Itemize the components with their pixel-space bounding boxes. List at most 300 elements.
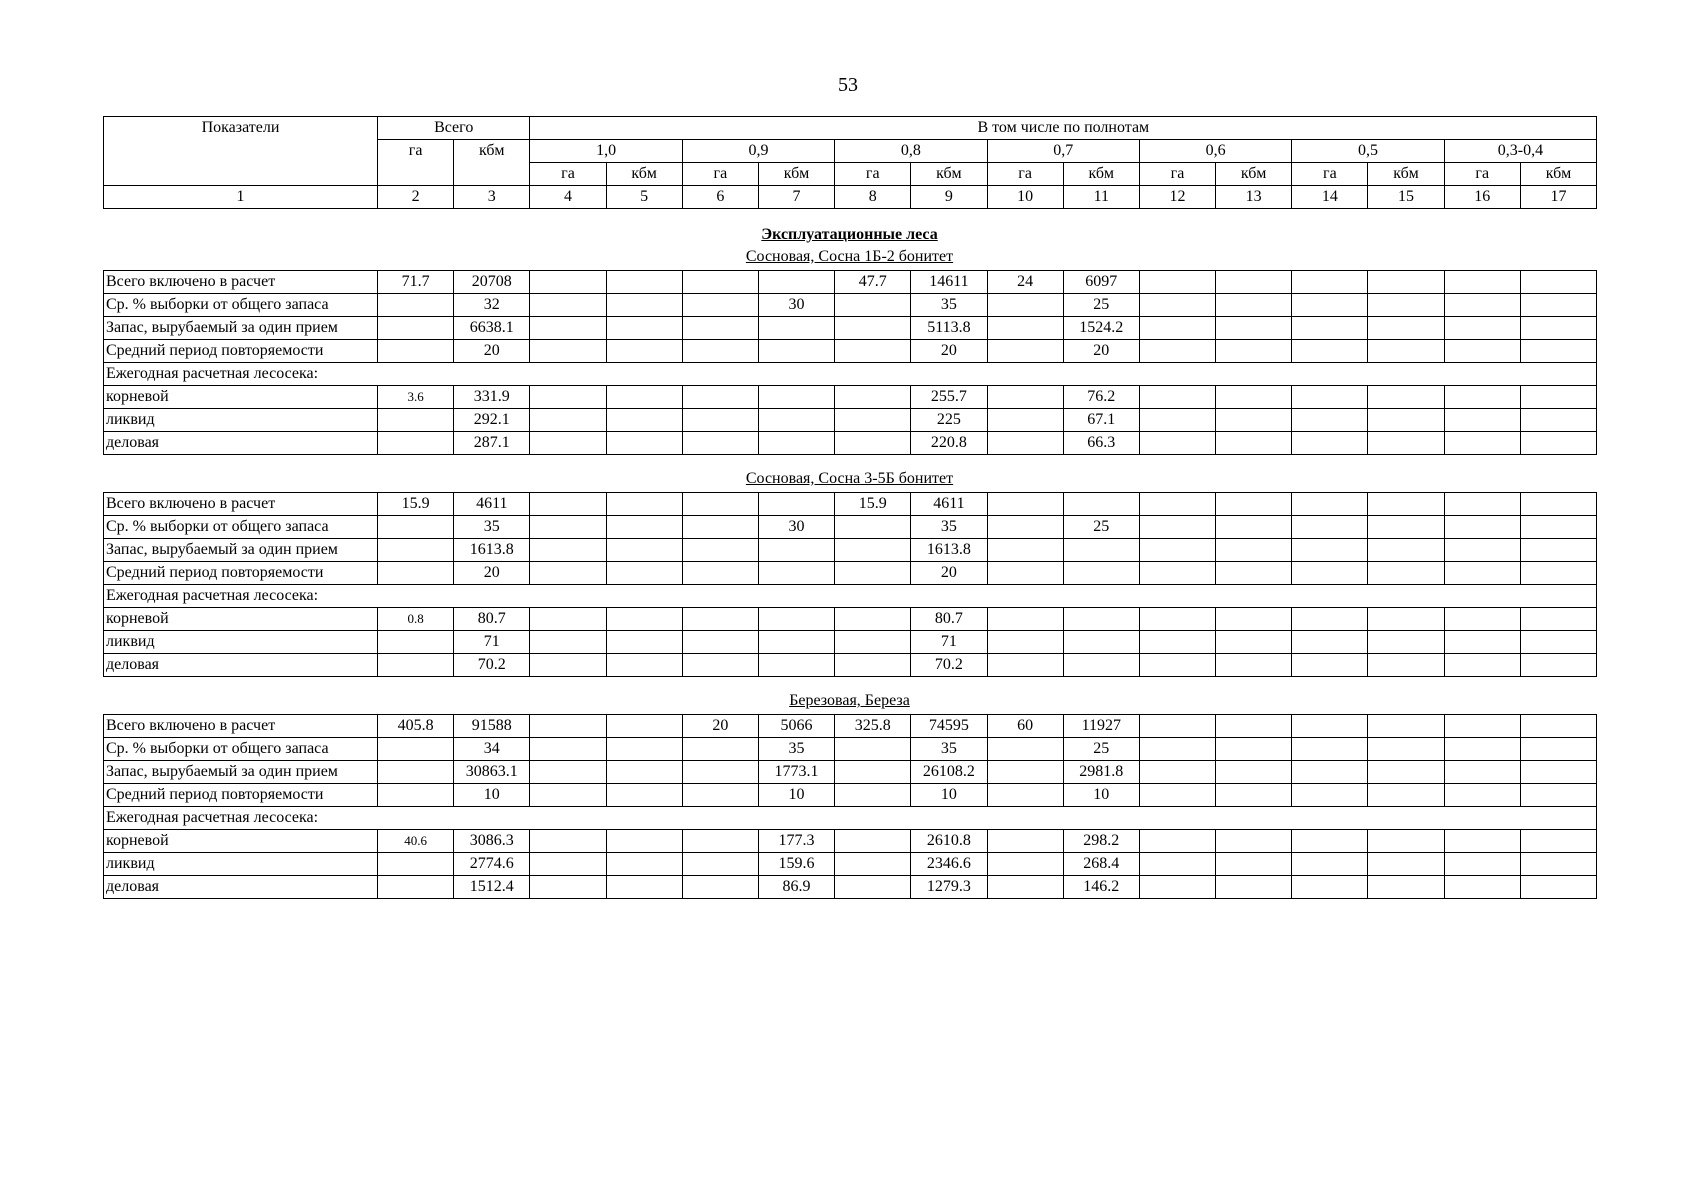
table-row [104, 715, 1597, 738]
table-cell: 20 [454, 340, 530, 363]
row-label: Ежегодная расчетная лесосека: [104, 585, 378, 608]
table-cell [530, 608, 606, 631]
table-cell [1216, 340, 1292, 363]
table-cell [1368, 340, 1444, 363]
table-cell [378, 784, 454, 807]
table-cell [835, 738, 911, 761]
table-cell [1139, 562, 1215, 585]
table-cell [530, 830, 606, 853]
table-cell [606, 294, 682, 317]
table-row [104, 562, 1597, 585]
table-cell [1520, 784, 1596, 807]
table-cell: 268.4 [1063, 853, 1139, 876]
row-label: корневой [104, 830, 378, 853]
table-cell [1368, 631, 1444, 654]
table-cell [1520, 608, 1596, 631]
table-cell [1216, 853, 1292, 876]
table-cell [1368, 386, 1444, 409]
table-cell [1444, 271, 1520, 294]
table-cell [1216, 516, 1292, 539]
table-cell: 80.7 [911, 608, 987, 631]
table-cell [1216, 317, 1292, 340]
table-cell [1444, 539, 1520, 562]
table-cell [835, 784, 911, 807]
table-cell [1520, 654, 1596, 677]
empty-span [378, 363, 1597, 386]
section-table-1 [103, 270, 1597, 455]
table-cell: 80.7 [454, 608, 530, 631]
table-cell [1520, 516, 1596, 539]
table-cell: 20 [911, 340, 987, 363]
header-ha-3: га [835, 163, 911, 186]
table-cell [1520, 539, 1596, 562]
table-cell [1520, 493, 1596, 516]
table-cell [1368, 830, 1444, 853]
row-label: Средний период повторяемости [104, 340, 378, 363]
table-cell [987, 761, 1063, 784]
table-cell [1139, 340, 1215, 363]
table-cell: 1773.1 [758, 761, 834, 784]
table-cell: 6097 [1063, 271, 1139, 294]
table-cell [1216, 715, 1292, 738]
table-cell [1139, 271, 1215, 294]
table-cell [1368, 761, 1444, 784]
table-cell [1444, 715, 1520, 738]
table-cell [530, 516, 606, 539]
table-cell [378, 317, 454, 340]
table-cell [758, 432, 834, 455]
table-cell [1139, 493, 1215, 516]
table-cell [1444, 738, 1520, 761]
table-cell [378, 539, 454, 562]
row-label: деловая [104, 432, 378, 455]
table-cell: 35 [911, 516, 987, 539]
table-cell [987, 294, 1063, 317]
table-cell: 146.2 [1063, 876, 1139, 899]
table-cell [987, 830, 1063, 853]
table-cell: 35 [454, 516, 530, 539]
table-cell [835, 876, 911, 899]
table-cell [835, 294, 911, 317]
header-kbm-5: кбм [1216, 163, 1292, 186]
table-cell [1444, 317, 1520, 340]
table-row [104, 409, 1597, 432]
table-cell [1292, 409, 1368, 432]
header-density-1: 1,0 [530, 140, 682, 163]
table-cell: 35 [911, 738, 987, 761]
table-cell [1063, 562, 1139, 585]
table-cell [530, 317, 606, 340]
table-cell [987, 386, 1063, 409]
table-cell: 24 [987, 271, 1063, 294]
table-cell: 40.6 [378, 830, 454, 853]
row-label: корневой [104, 386, 378, 409]
column-number-15: 15 [1368, 186, 1444, 209]
table-cell [758, 340, 834, 363]
table-cell [987, 317, 1063, 340]
column-number-16: 16 [1444, 186, 1520, 209]
table-cell [530, 853, 606, 876]
row-label: Средний период повторяемости [104, 784, 378, 807]
table-cell [1063, 493, 1139, 516]
column-number-11: 11 [1063, 186, 1139, 209]
table-cell [1368, 562, 1444, 585]
table-cell [1063, 539, 1139, 562]
table-cell [1368, 784, 1444, 807]
table-cell: 86.9 [758, 876, 834, 899]
table-cell [835, 516, 911, 539]
header-kbm-7: кбм [1520, 163, 1596, 186]
table-cell [682, 539, 758, 562]
header-ha-1: га [530, 163, 606, 186]
header-kbm-2: кбм [758, 163, 834, 186]
header-ha-7: га [1444, 163, 1520, 186]
table-cell: 298.2 [1063, 830, 1139, 853]
table-cell [606, 409, 682, 432]
table-cell [1292, 539, 1368, 562]
table-cell: 5113.8 [911, 317, 987, 340]
table-cell [758, 409, 834, 432]
table-cell [530, 294, 606, 317]
column-number-3: 3 [454, 186, 530, 209]
table-cell [682, 876, 758, 899]
table-cell: 20 [911, 562, 987, 585]
section-title-2: Сосновая, Сосна 3-5Б бонитет [745, 470, 954, 487]
table-cell [1063, 608, 1139, 631]
table-cell [1520, 432, 1596, 455]
table-cell [1368, 432, 1444, 455]
table-cell [1444, 608, 1520, 631]
row-label: ликвид [104, 631, 378, 654]
table-cell [606, 516, 682, 539]
table-cell [1292, 654, 1368, 677]
section-title-3: Березовая, Береза [789, 692, 910, 709]
table-cell [1444, 516, 1520, 539]
table-cell [835, 631, 911, 654]
table-cell [682, 853, 758, 876]
column-number-14: 14 [1292, 186, 1368, 209]
table-cell: 15.9 [378, 493, 454, 516]
header-kbm-3: кбм [911, 163, 987, 186]
page-number: 53 [838, 74, 858, 96]
header-indicators: Показатели [104, 117, 378, 186]
table-cell [682, 654, 758, 677]
table-cell [1520, 761, 1596, 784]
column-number-6: 6 [682, 186, 758, 209]
table-cell: 177.3 [758, 830, 834, 853]
table-cell [1520, 271, 1596, 294]
header-row-1 [104, 117, 1597, 140]
table-cell [758, 631, 834, 654]
table-cell [530, 271, 606, 294]
table-cell: 71 [911, 631, 987, 654]
table-cell [606, 631, 682, 654]
table-row [104, 784, 1597, 807]
table-cell [758, 271, 834, 294]
table-cell [682, 386, 758, 409]
table-cell: 2610.8 [911, 830, 987, 853]
column-number-13: 13 [1216, 186, 1292, 209]
table-cell: 34 [454, 738, 530, 761]
table-cell: 5066 [758, 715, 834, 738]
table-cell [1292, 493, 1368, 516]
row-label: Ср. % выборки от общего запаса [104, 738, 378, 761]
table-cell [1139, 409, 1215, 432]
table-cell: 4611 [911, 493, 987, 516]
row-label: Ежегодная расчетная лесосека: [104, 807, 378, 830]
table-row [104, 585, 1597, 608]
table-row [104, 363, 1597, 386]
table-cell: 4611 [454, 493, 530, 516]
table-cell [1520, 409, 1596, 432]
table-cell [1520, 738, 1596, 761]
table-row [104, 271, 1597, 294]
table-cell: 35 [911, 294, 987, 317]
table-cell [1292, 340, 1368, 363]
table-cell [1216, 654, 1292, 677]
header-total: Всего [378, 117, 530, 140]
table-cell [1292, 830, 1368, 853]
table-cell: 25 [1063, 294, 1139, 317]
table-cell [1216, 493, 1292, 516]
table-row [104, 516, 1597, 539]
table-cell [682, 608, 758, 631]
table-cell [1368, 853, 1444, 876]
header-density-2: 0,9 [682, 140, 834, 163]
header-total-ha: га [378, 140, 454, 186]
table-row [104, 539, 1597, 562]
table-cell [1292, 294, 1368, 317]
table-cell: 30 [758, 294, 834, 317]
table-cell [1216, 784, 1292, 807]
table-cell: 76.2 [1063, 386, 1139, 409]
table-row [104, 631, 1597, 654]
table-cell: 70.2 [454, 654, 530, 677]
table-cell [682, 340, 758, 363]
table-cell: 60 [987, 715, 1063, 738]
table-cell [987, 562, 1063, 585]
section-table-2 [103, 492, 1597, 677]
table-cell [530, 409, 606, 432]
table-cell [758, 654, 834, 677]
table-cell [530, 493, 606, 516]
table-cell: 405.8 [378, 715, 454, 738]
table-cell [987, 608, 1063, 631]
table-cell [1139, 715, 1215, 738]
column-number-7: 7 [758, 186, 834, 209]
table-cell [1139, 784, 1215, 807]
table-cell: 20 [454, 562, 530, 585]
empty-span [378, 585, 1597, 608]
table-cell: 10 [1063, 784, 1139, 807]
table-cell [987, 493, 1063, 516]
table-cell [1139, 738, 1215, 761]
table-cell [1292, 516, 1368, 539]
table-cell: 0.8 [378, 608, 454, 631]
table-row [104, 830, 1597, 853]
table-cell [378, 409, 454, 432]
table-cell [1444, 409, 1520, 432]
table-cell [1520, 631, 1596, 654]
row-label: ликвид [104, 853, 378, 876]
table-cell [1063, 631, 1139, 654]
table-cell [1292, 386, 1368, 409]
table-cell [606, 853, 682, 876]
empty-span [378, 807, 1597, 830]
table-cell [1520, 876, 1596, 899]
table-cell [1444, 876, 1520, 899]
table-cell [530, 876, 606, 899]
header-table [103, 116, 1597, 209]
table-cell [606, 761, 682, 784]
header-kbm-4: кбм [1063, 163, 1139, 186]
table-cell: 331.9 [454, 386, 530, 409]
table-cell [1520, 386, 1596, 409]
table-cell [530, 562, 606, 585]
table-cell: 30863.1 [454, 761, 530, 784]
table-cell [835, 317, 911, 340]
table-cell: 1279.3 [911, 876, 987, 899]
table-cell [606, 539, 682, 562]
table-cell [987, 340, 1063, 363]
table-cell [1216, 631, 1292, 654]
table-cell: 15.9 [835, 493, 911, 516]
table-cell [835, 830, 911, 853]
table-cell [1444, 654, 1520, 677]
table-cell [1368, 294, 1444, 317]
table-cell [758, 562, 834, 585]
table-cell [1368, 271, 1444, 294]
table-cell [758, 317, 834, 340]
header-ha-4: га [987, 163, 1063, 186]
table-cell [606, 432, 682, 455]
table-cell [1368, 654, 1444, 677]
table-cell [987, 631, 1063, 654]
column-number-1: 1 [104, 186, 378, 209]
table-cell [682, 631, 758, 654]
table-row [104, 738, 1597, 761]
table-cell [378, 761, 454, 784]
table-cell [378, 654, 454, 677]
row-label: Ср. % выборки от общего запаса [104, 516, 378, 539]
table-cell: 255.7 [911, 386, 987, 409]
table-row [104, 386, 1597, 409]
table-cell [530, 539, 606, 562]
table-cell [835, 761, 911, 784]
table-cell [987, 539, 1063, 562]
table-cell [1368, 317, 1444, 340]
row-label: Запас, вырубаемый за один прием [104, 539, 378, 562]
table-cell [1444, 853, 1520, 876]
table-cell [1368, 539, 1444, 562]
table-cell [1520, 340, 1596, 363]
row-label: Средний период повторяемости [104, 562, 378, 585]
table-cell [987, 516, 1063, 539]
table-cell: 2774.6 [454, 853, 530, 876]
table-cell [987, 654, 1063, 677]
table-cell [1368, 738, 1444, 761]
table-cell [1368, 409, 1444, 432]
table-cell [1216, 294, 1292, 317]
table-cell [1444, 493, 1520, 516]
table-cell [1292, 761, 1368, 784]
column-number-5: 5 [606, 186, 682, 209]
table-cell: 6638.1 [454, 317, 530, 340]
header-density-6: 0,5 [1292, 140, 1444, 163]
table-cell [1292, 738, 1368, 761]
table-cell [1139, 386, 1215, 409]
table-cell [530, 386, 606, 409]
table-cell [1292, 562, 1368, 585]
table-cell: 325.8 [835, 715, 911, 738]
table-cell: 66.3 [1063, 432, 1139, 455]
table-cell: 35 [758, 738, 834, 761]
table-row [104, 761, 1597, 784]
row-label: деловая [104, 876, 378, 899]
table-cell [378, 432, 454, 455]
table-cell [1444, 784, 1520, 807]
row-label: корневой [104, 608, 378, 631]
table-cell [758, 386, 834, 409]
row-label: Ср. % выборки от общего запаса [104, 294, 378, 317]
table-cell [378, 876, 454, 899]
column-number-8: 8 [835, 186, 911, 209]
table-cell [1292, 608, 1368, 631]
table-cell [530, 340, 606, 363]
table-cell [987, 876, 1063, 899]
table-cell: 225 [911, 409, 987, 432]
table-cell [835, 562, 911, 585]
column-number-10: 10 [987, 186, 1063, 209]
table-cell [1444, 340, 1520, 363]
table-cell: 287.1 [454, 432, 530, 455]
table-cell: 30 [758, 516, 834, 539]
table-cell [682, 738, 758, 761]
table-cell: 67.1 [1063, 409, 1139, 432]
header-ha-5: га [1139, 163, 1215, 186]
table-row [104, 317, 1597, 340]
table-cell [530, 432, 606, 455]
table-cell [682, 784, 758, 807]
table-cell [530, 784, 606, 807]
table-cell [606, 654, 682, 677]
table-cell [1292, 784, 1368, 807]
table-cell [835, 409, 911, 432]
table-cell [530, 761, 606, 784]
table-cell [682, 317, 758, 340]
table-cell: 74595 [911, 715, 987, 738]
table-cell [606, 715, 682, 738]
table-cell: 159.6 [758, 853, 834, 876]
table-cell: 25 [1063, 738, 1139, 761]
table-cell [606, 340, 682, 363]
table-cell [1292, 271, 1368, 294]
table-cell [987, 432, 1063, 455]
table-row [104, 493, 1597, 516]
table-cell: 20 [682, 715, 758, 738]
table-cell [1216, 386, 1292, 409]
header-ha-2: га [682, 163, 758, 186]
header-kbm-1: кбм [606, 163, 682, 186]
table-cell [987, 738, 1063, 761]
table-cell [1444, 294, 1520, 317]
table-cell [606, 830, 682, 853]
table-cell: 10 [454, 784, 530, 807]
header-density-3: 0,8 [835, 140, 987, 163]
table-cell [530, 738, 606, 761]
table-cell [1139, 608, 1215, 631]
table-cell [1292, 715, 1368, 738]
